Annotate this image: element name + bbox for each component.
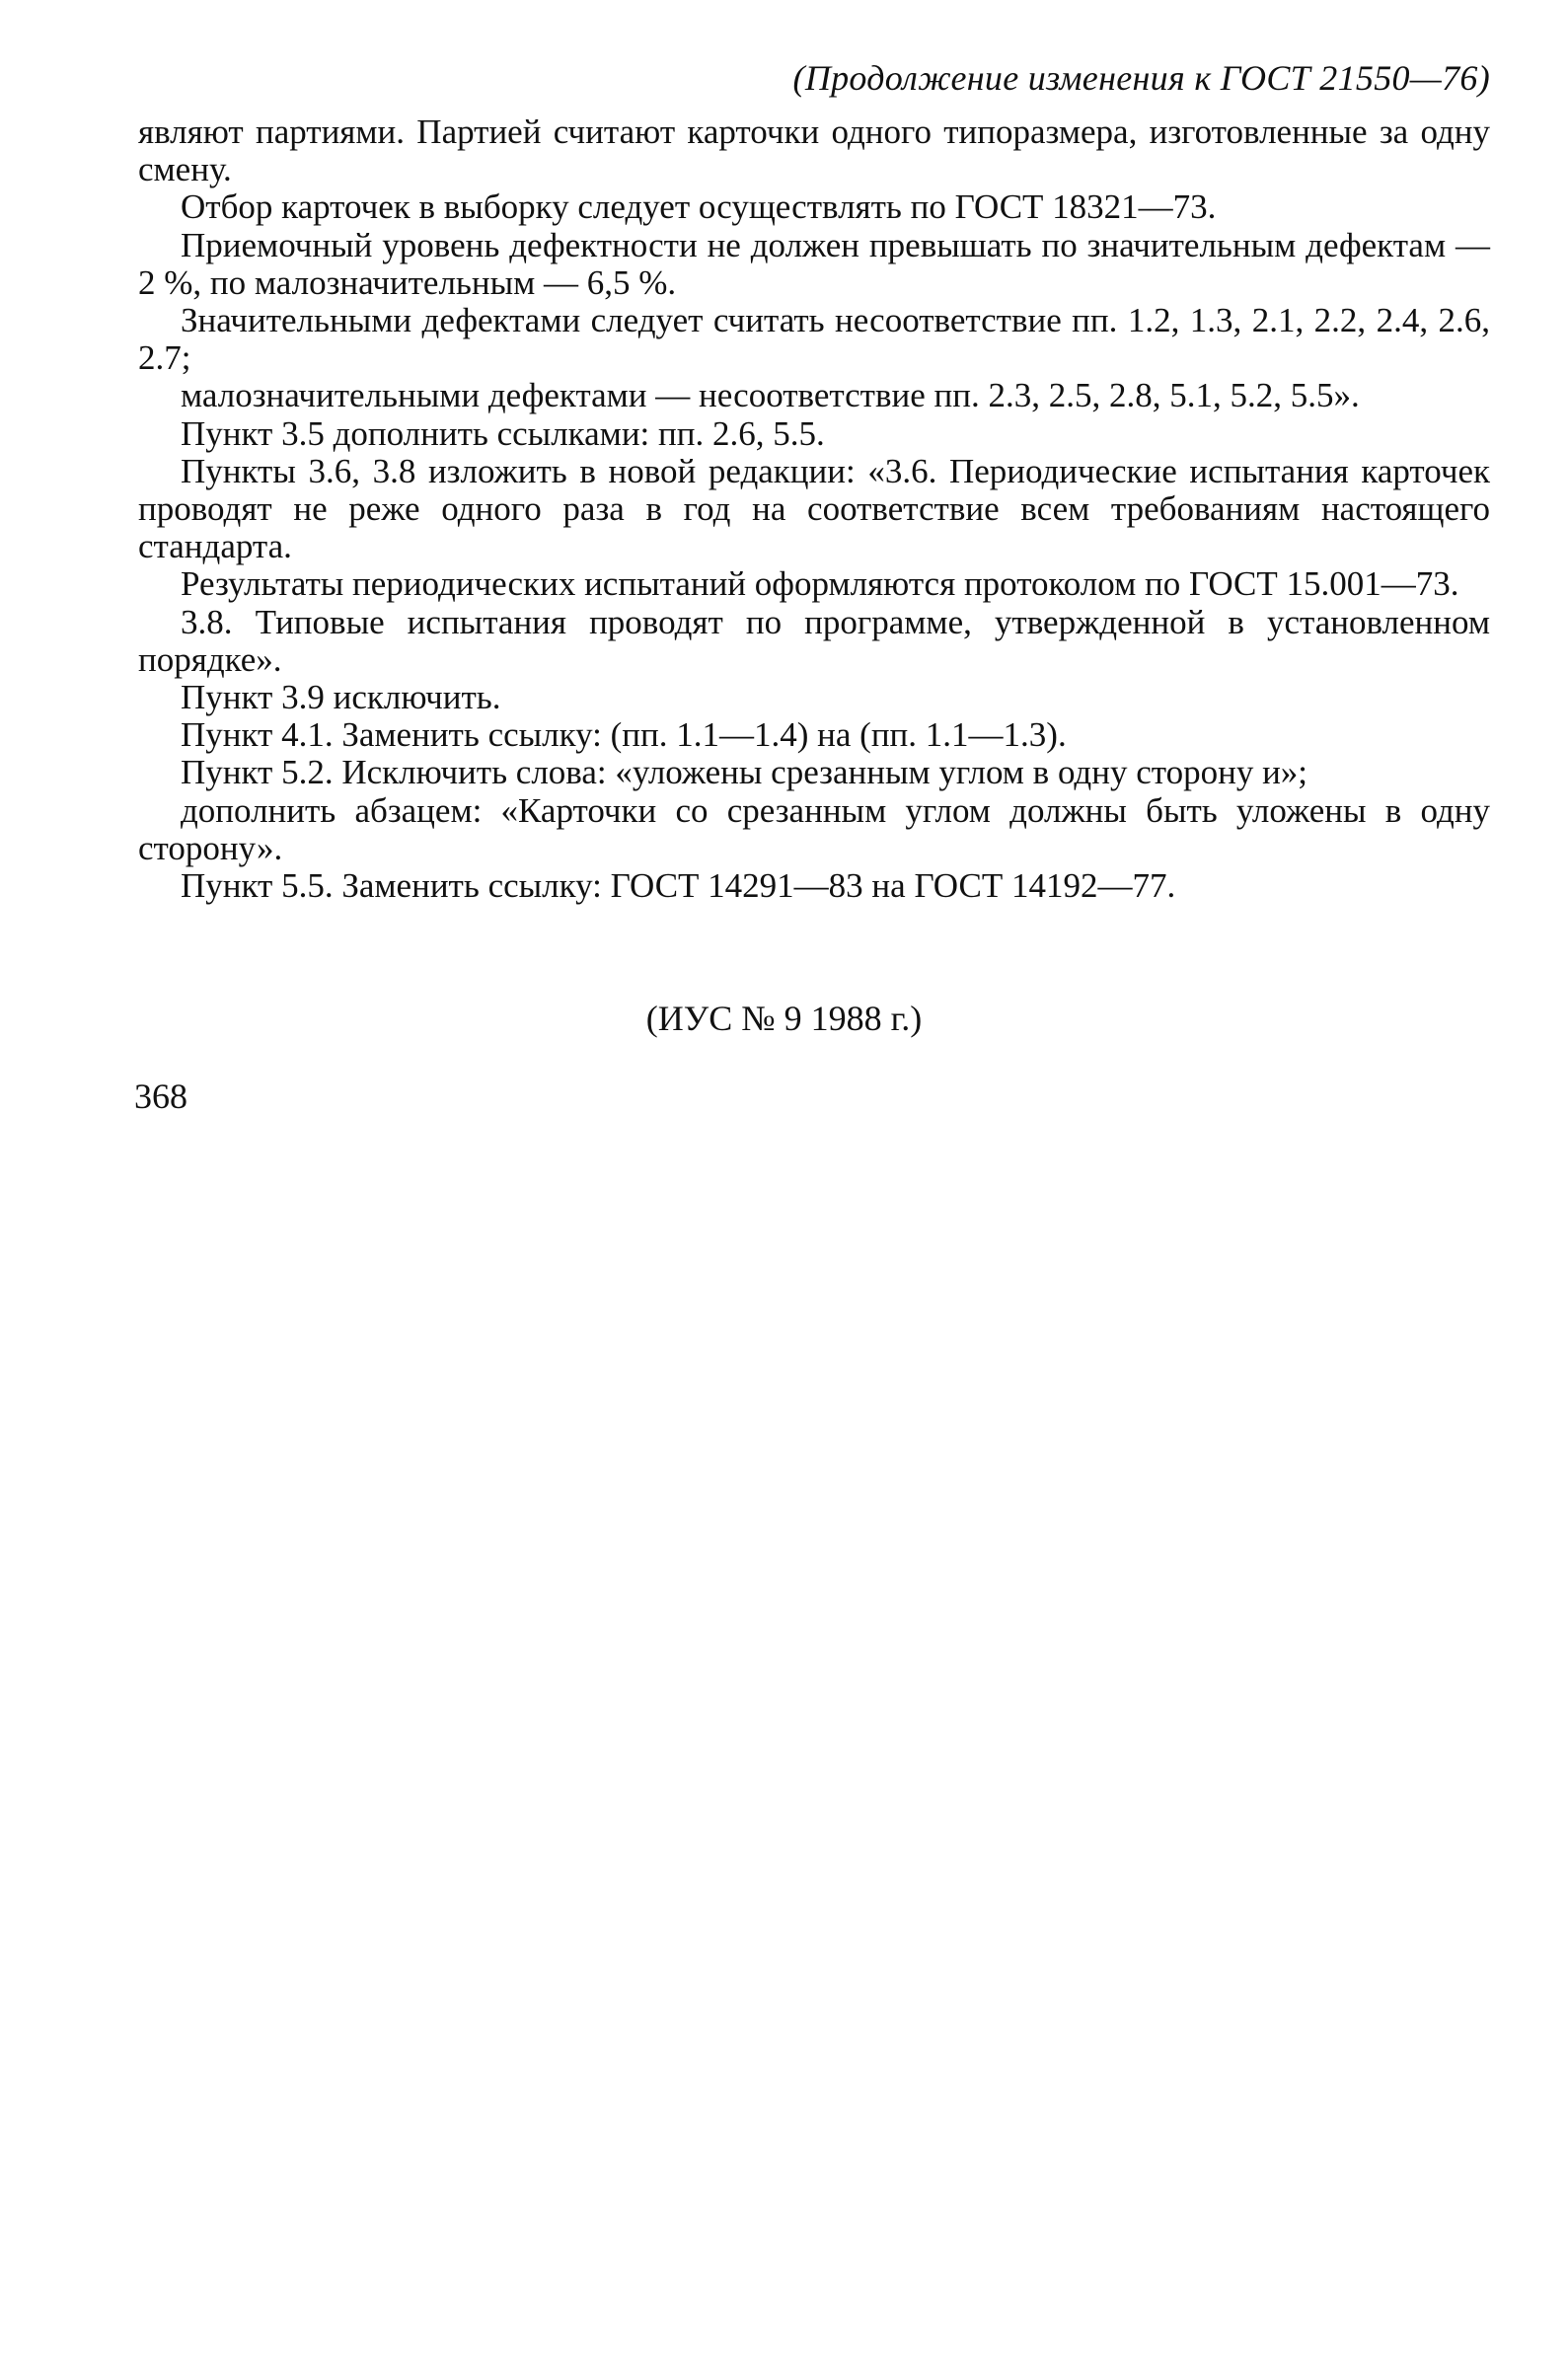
- paragraph-10: Пункт 3.9 исключить.: [181, 678, 501, 717]
- paragraph-1: являют партиями. Партией считают карточки одного типоразмера, изготовленные за одну смену.: [138, 112, 1490, 189]
- running-header: (Продолжение изменения к ГОСТ 21550—76): [792, 58, 1490, 98]
- page-number: 368: [134, 1077, 187, 1116]
- paragraph-3: Приемочный уровень дефектности не должен превышать по значительным дефектам — 2 %, по малозначительным — 6,5 %.: [138, 225, 1490, 302]
- paragraph-11: Пункт 4.1. Заменить ссылку: (пп. 1.1—1.4) на (пп. 1.1—1.3).: [181, 715, 1067, 755]
- paragraph-8: Результаты периодических испытаний оформляются протоколом по ГОСТ 15.001—73.: [181, 564, 1459, 604]
- paragraph-5: малозначительными дефектами — несоответствие пп. 2.3, 2.5, 2.8, 5.1, 5.2, 5.5».: [181, 376, 1360, 415]
- paragraph-4: Значительными дефектами следует считать несоответствие пп. 1.2, 1.3, 2.1, 2.2, 2.4, 2.6, 2.7;: [138, 301, 1490, 378]
- paragraph-14: Пункт 5.5. Заменить ссылку: ГОСТ 14291—83 на ГОСТ 14192—77.: [181, 866, 1176, 906]
- paragraph-13: дополнить абзацем: «Карточки со срезанным углом должны быть уложены в одну сторону».: [138, 790, 1490, 867]
- paragraph-2: Отбор карточек в выборку следует осуществлять по ГОСТ 18321—73.: [181, 187, 1217, 227]
- paragraph-6: Пункт 3.5 дополнить ссылками: пп. 2.6, 5.5.: [181, 413, 825, 453]
- source-note: (ИУС № 9 1988 г.): [645, 999, 923, 1038]
- paragraph-7: Пункты 3.6, 3.8 изложить в новой редакции: «3.6. Периодические испытания карточек проводят не реже одного раза в год на соответствие всем требованиям настоящего стандарта.: [138, 451, 1490, 566]
- paragraph-9: 3.8. Типовые испытания проводят по программе, утвержденной в установленном порядке».: [138, 602, 1490, 679]
- body-text: [138, 113, 1490, 905]
- paragraph-12: Пункт 5.2. Исключить слова: «уложены срезанным углом в одну сторону и»;: [181, 753, 1308, 792]
